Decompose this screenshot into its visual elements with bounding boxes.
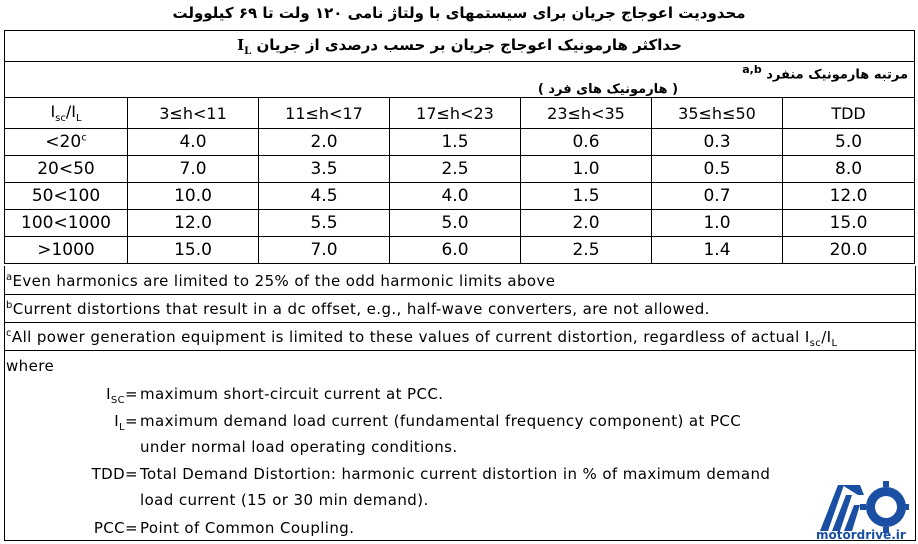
header-main-sub: L: [244, 45, 252, 57]
table-row: [5, 210, 915, 237]
header-sub-sup: a,b: [742, 63, 762, 76]
table-cell: 5.0: [390, 210, 521, 237]
col-header: 3≤h<11: [128, 98, 259, 129]
table-cell: 0.6: [521, 129, 652, 156]
col-header: TDD: [783, 98, 915, 129]
harmonic-limits-table: [4, 30, 915, 264]
table-header-sub: [5, 62, 915, 98]
column-header-row: [5, 98, 915, 129]
row-label: 100<1000: [5, 210, 128, 237]
col-header-isc-il: $I_{sc}/I_L$: [5, 98, 128, 129]
header-main-symbol: I: [237, 35, 245, 54]
header-sub-text: مرتبه هارمونیک منفرد: [766, 67, 909, 83]
table-cell: 12.0: [128, 210, 259, 237]
table-cell: 2.5: [521, 237, 652, 264]
table-cell: 0.5: [652, 156, 783, 183]
row-label: >1000: [5, 237, 128, 264]
table-cell: 15.0: [783, 210, 915, 237]
note-a: $^a$Even harmonics are limited to 25% of the odd harmonic limits above: [6, 272, 556, 290]
def-il-text-1: maximum demand load current (fundamental frequency component) at PCC: [140, 412, 742, 430]
logo-text: motordrive.ir: [816, 528, 906, 542]
where-label: where: [6, 357, 55, 375]
table-cell: 2.0: [259, 129, 390, 156]
table-cell: 1.4: [652, 237, 783, 264]
table-cell: 4.5: [259, 183, 390, 210]
table-cell: 8.0: [783, 156, 915, 183]
def-pcc: [0, 519, 700, 539]
table-cell: 7.0: [259, 237, 390, 264]
table-cell: 2.0: [521, 210, 652, 237]
header-main-text: حداکثر هارمونیک اعوجاج جریان بر حسب درصدی از جریان: [256, 35, 682, 54]
def-pcc-text: Point of Common Coupling.: [140, 519, 355, 537]
table-cell: 4.0: [390, 183, 521, 210]
table-cell: 1.5: [390, 129, 521, 156]
def-il: [0, 412, 918, 432]
def-tdd-text-1: Total Demand Distortion: harmonic current distortion in % of maximum demand: [140, 465, 771, 483]
def-il-text-2: under normal load operating conditions.: [140, 438, 458, 456]
def-pcc-label: PCC=: [93, 519, 138, 537]
table-cell: 4.0: [128, 129, 259, 156]
def-isc: [0, 385, 918, 405]
table-cell: 0.3: [652, 129, 783, 156]
table-cell: 7.0: [128, 156, 259, 183]
col-header: 11≤h<17: [259, 98, 390, 129]
table-cell: 10.0: [128, 183, 259, 210]
def-tdd-text-2: load current (15 or 30 min demand).: [140, 491, 429, 509]
def-isc-text: maximum short-circuit current at PCC.: [140, 385, 444, 403]
table-cell: 1.5: [521, 183, 652, 210]
table-cell: 15.0: [128, 237, 259, 264]
table-row: [5, 237, 915, 264]
table-cell: 0.7: [652, 183, 783, 210]
table-cell: 2.5: [390, 156, 521, 183]
table-row: [5, 129, 915, 156]
row-label: $<20^c$: [5, 129, 128, 156]
table-cell: 5.0: [783, 129, 915, 156]
col-header: 23≤h<35: [521, 98, 652, 129]
col-header: 35≤h≤50: [652, 98, 783, 129]
def-tdd-label: TDD=: [91, 465, 138, 483]
table-cell: 1.0: [652, 210, 783, 237]
table-cell: 6.0: [390, 237, 521, 264]
header-sub-paren: ( هارمونیک های فرد ): [537, 82, 679, 98]
table-cell: 5.5: [259, 210, 390, 237]
table-cell: 12.0: [783, 183, 915, 210]
note-c: $^c$All power generation equipment is limited to these values of current distortion, regardless of actual $I_{sc}/I_L$: [6, 328, 838, 349]
table-header-main: [5, 31, 915, 62]
table-cell: 3.5: [259, 156, 390, 183]
table-cell: 1.0: [521, 156, 652, 183]
table-cell: 20.0: [783, 237, 915, 264]
col-header: 17≤h<23: [390, 98, 521, 129]
def-tdd: [0, 465, 918, 485]
note-b: $^b$Current distortions that result in a dc offset, e.g., half-wave converters, are not allowed.: [6, 300, 710, 318]
def-isc-label: $I_{SC}=$: [106, 385, 138, 406]
table-row: [5, 183, 915, 210]
row-label: 50<100: [5, 183, 128, 210]
page-title: محدودیت اعوجاج جریان برای سیستمهای با ولتاژ نامی ۱۲۰ ولت تا ۶۹ کیلوولت: [172, 4, 746, 22]
table-row: [5, 156, 915, 183]
row-label: 20<50: [5, 156, 128, 183]
def-il-label: $I_L=$: [114, 412, 138, 433]
